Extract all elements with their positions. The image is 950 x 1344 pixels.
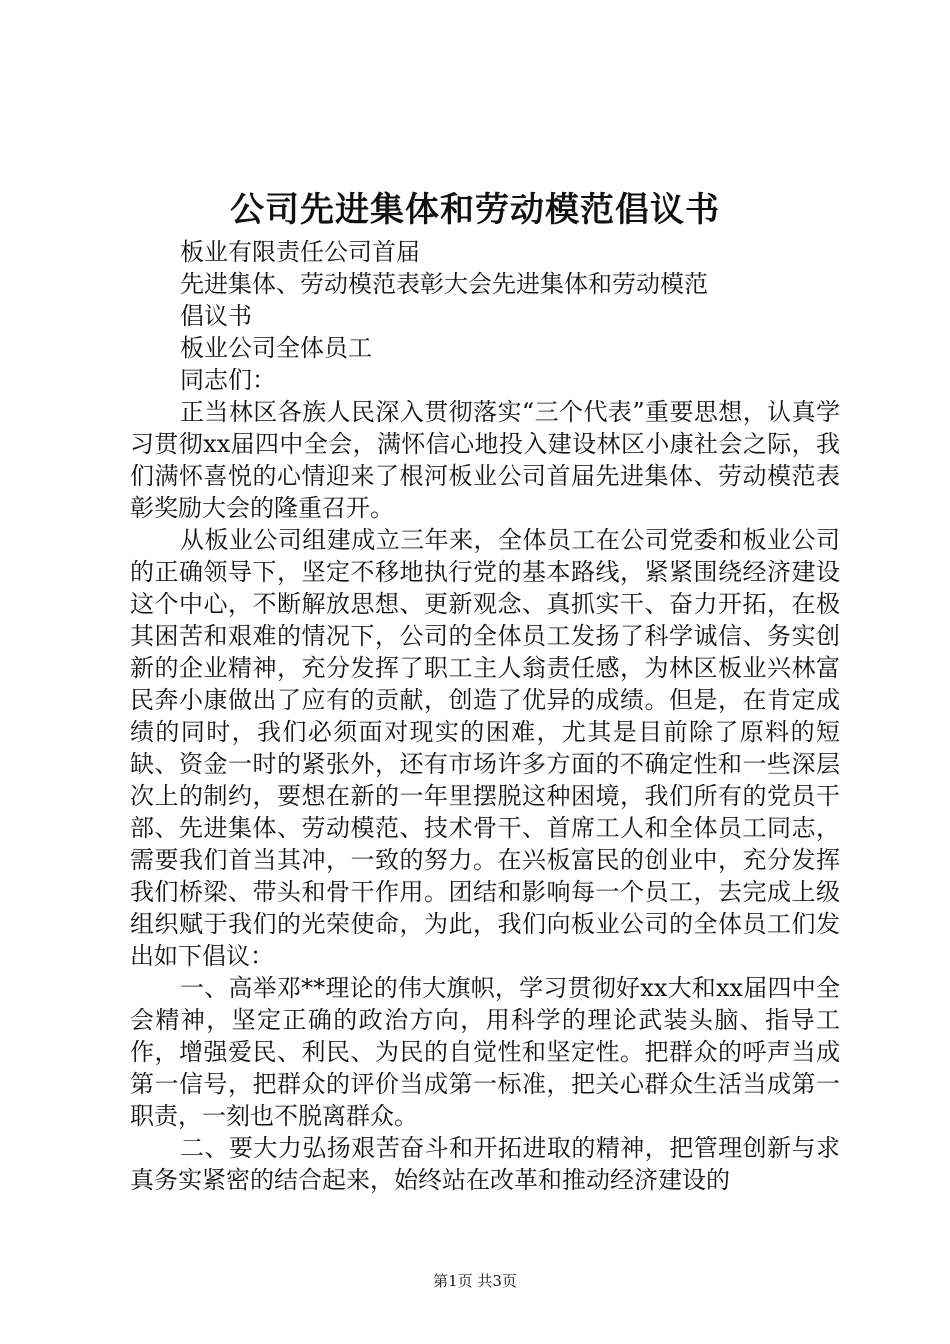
document-body <box>130 236 840 1196</box>
page-number-footer: 第1页 共3页 <box>433 1272 517 1290</box>
document-title: 公司先进集体和劳动模范倡议书 <box>230 190 720 230</box>
paragraph-background: 从板业公司组建成立三年来，全体员工在公司党委和板业公司的正确领导下，坚定不移地执行党的基本路线，紧紧围绕经济建设这个中心，不断解放思想、更新观念、真抓实干、奋力开拓，在极其困苦和艰难的情况下，公司的全体员工发扬了科学诚信、务实创新的企业精神，充分发挥了职工主人翁责任感，为林区板业兴林富民奔小康做出了应有的贡献，创造了优异的成绩。但是，在肯定成绩的同时，我们必须面对现实的困难，尤其是目前除了原料的短缺、资金一时的紧张外，还有市场许多方面的不确定性和一些深层次上的制约，要想在新的一年里摆脱这种困境，我们所有的党员干部、先进集体、劳动模范、技术骨干、首席工人和全体员工同志，需要我们首当其冲，一致的努力。在兴板富民的创业中，充分发挥我们桥梁、带头和骨干作用。团结和影响每一个员工，去完成上级组织赋于我们的光荣使命，为此，我们向板业公司的全体员工们发出如下倡议： <box>130 526 840 970</box>
paragraph-proposal-2: 二、要大力弘扬艰苦奋斗和开拓进取的精神，把管理创新与求真务实紧密的结合起来，始终站在改革和推动经济建设的 <box>130 1134 840 1194</box>
header-line-event: 先进集体、劳动模范表彰大会先进集体和劳动模范 <box>180 270 708 298</box>
header-line-salutation: 同志们： <box>180 366 276 394</box>
header-line-proposal: 倡议书 <box>180 302 252 330</box>
header-line-addressee: 板业公司全体员工 <box>180 334 372 362</box>
header-line-company: 板业有限责任公司首届 <box>180 238 420 266</box>
paragraph-proposal-1: 一、高举邓**理论的伟大旗帜，学习贯彻好xx大和xx届四中全会精神，坚定正确的政治方向，用科学的理论武装头脑、指导工作，增强爱民、利民、为民的自觉性和坚定性。把群众的呼声当成第一信号，把群众的评价当成第一标准，把关心群众生活当成第一职责，一刻也不脱离群众。 <box>130 974 840 1130</box>
paragraph-intro: 正当林区各族人民深入贯彻落实“三个代表”重要思想，认真学习贯彻xx届四中全会，满怀信心地投入建设林区小康社会之际，我们满怀喜悦的心情迎来了根河板业公司首届先进集体、劳动模范表彰奖励大会的隆重召开。 <box>130 398 840 522</box>
